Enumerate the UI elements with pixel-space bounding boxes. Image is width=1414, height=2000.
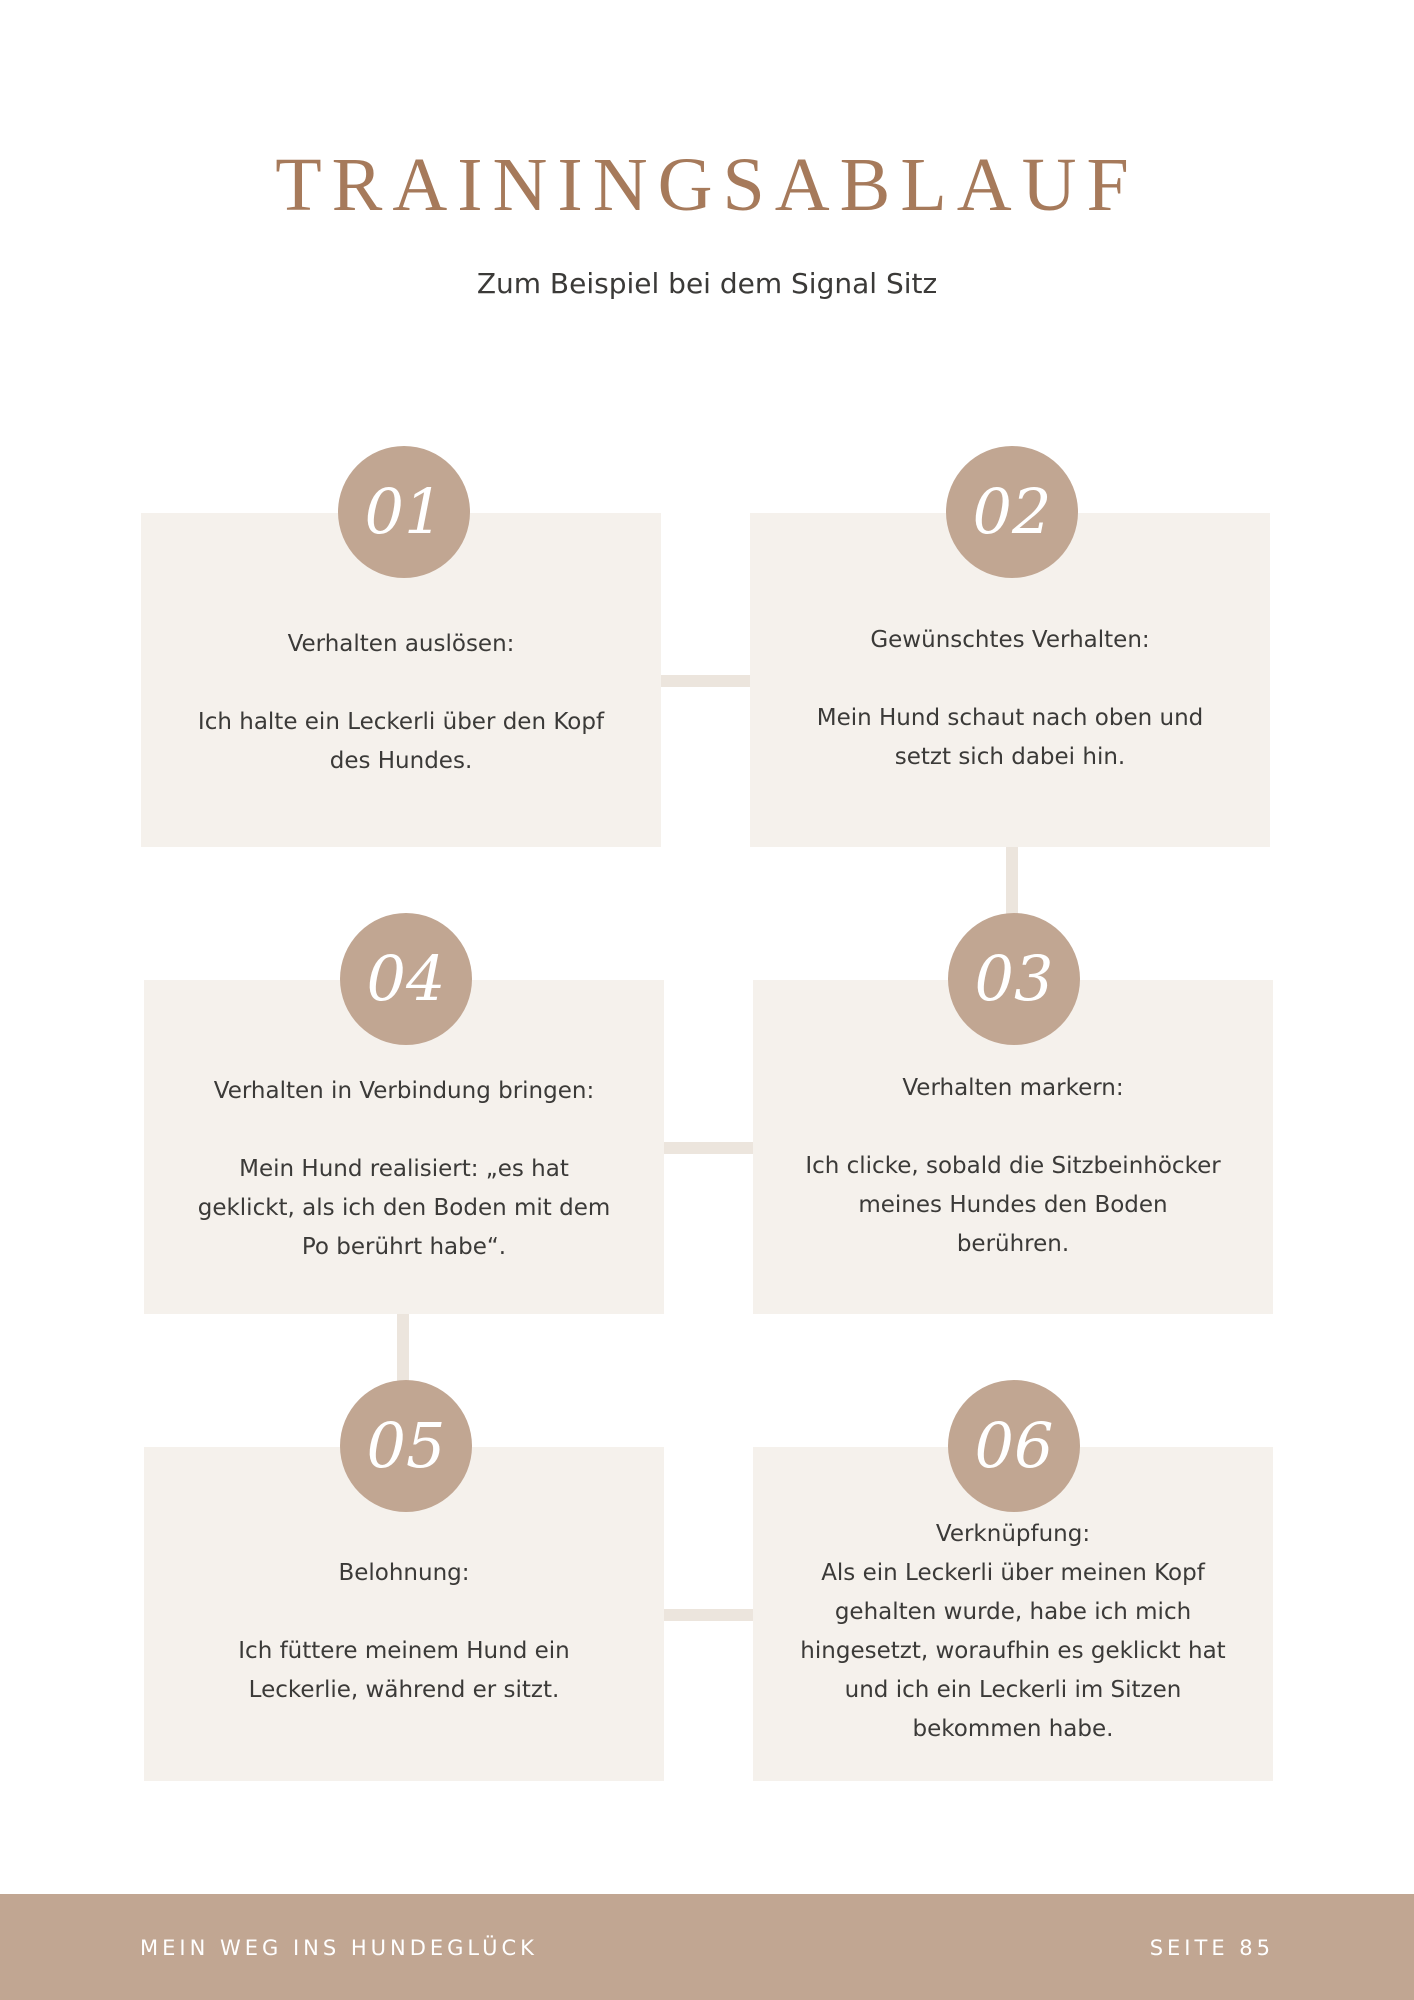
step-description: Ich halte ein Leckerli über den Kopf des Hundes. <box>197 709 605 774</box>
step-heading: Verhalten in Verbindung bringen: <box>213 1078 595 1104</box>
connector-05-06 <box>662 1609 754 1621</box>
page-footer <box>0 1894 1414 2000</box>
connector-01-02 <box>660 675 752 687</box>
connector-02-03 <box>1006 846 1018 916</box>
page-title: TRAININGSABLAUF <box>275 143 1139 227</box>
step-number-badge-05: 05 <box>340 1380 472 1512</box>
step-heading: Verhalten markern: <box>902 1075 1124 1101</box>
step-description: Mein Hund realisiert: „es hat geklickt, als ich den Boden mit dem Po berührt habe“. <box>197 1156 611 1260</box>
step-description: Mein Hund schaut nach oben und setzt sich dabei hin. <box>816 705 1204 770</box>
step-heading: Gewünschtes Verhalten: <box>870 627 1150 653</box>
step-description: Ich clicke, sobald die Sitzbeinhöcker meines Hundes den Boden berühren. <box>805 1153 1221 1257</box>
step-heading: Belohnung: <box>338 1560 470 1586</box>
step-description: Als ein Leckerli über meinen Kopf gehalten wurde, habe ich mich hingesetzt, woraufhin es geklickt hat und ich ein Leckerli im Sitzen bekommen habe. <box>800 1560 1226 1742</box>
step-number-badge-06: 06 <box>948 1380 1080 1512</box>
connector-03-04 <box>662 1142 754 1154</box>
step-number-badge-03: 03 <box>948 913 1080 1045</box>
footer-book-title: MEIN WEG INS HUNDEGLÜCK <box>140 1936 538 1960</box>
page-subtitle: Zum Beispiel bei dem Signal Sitz <box>476 267 938 300</box>
step-number-badge-04: 04 <box>340 913 472 1045</box>
step-heading: Verhalten auslösen: <box>287 631 515 657</box>
connector-04-05 <box>397 1313 409 1383</box>
page-number: SEITE 85 <box>1149 1936 1274 1960</box>
step-description: Ich füttere meinem Hund ein Leckerlie, während er sitzt. <box>238 1638 570 1703</box>
step-number-badge-02: 02 <box>946 446 1078 578</box>
step-number-badge-01: 01 <box>338 446 470 578</box>
step-heading: Verknüpfung: <box>935 1521 1091 1547</box>
